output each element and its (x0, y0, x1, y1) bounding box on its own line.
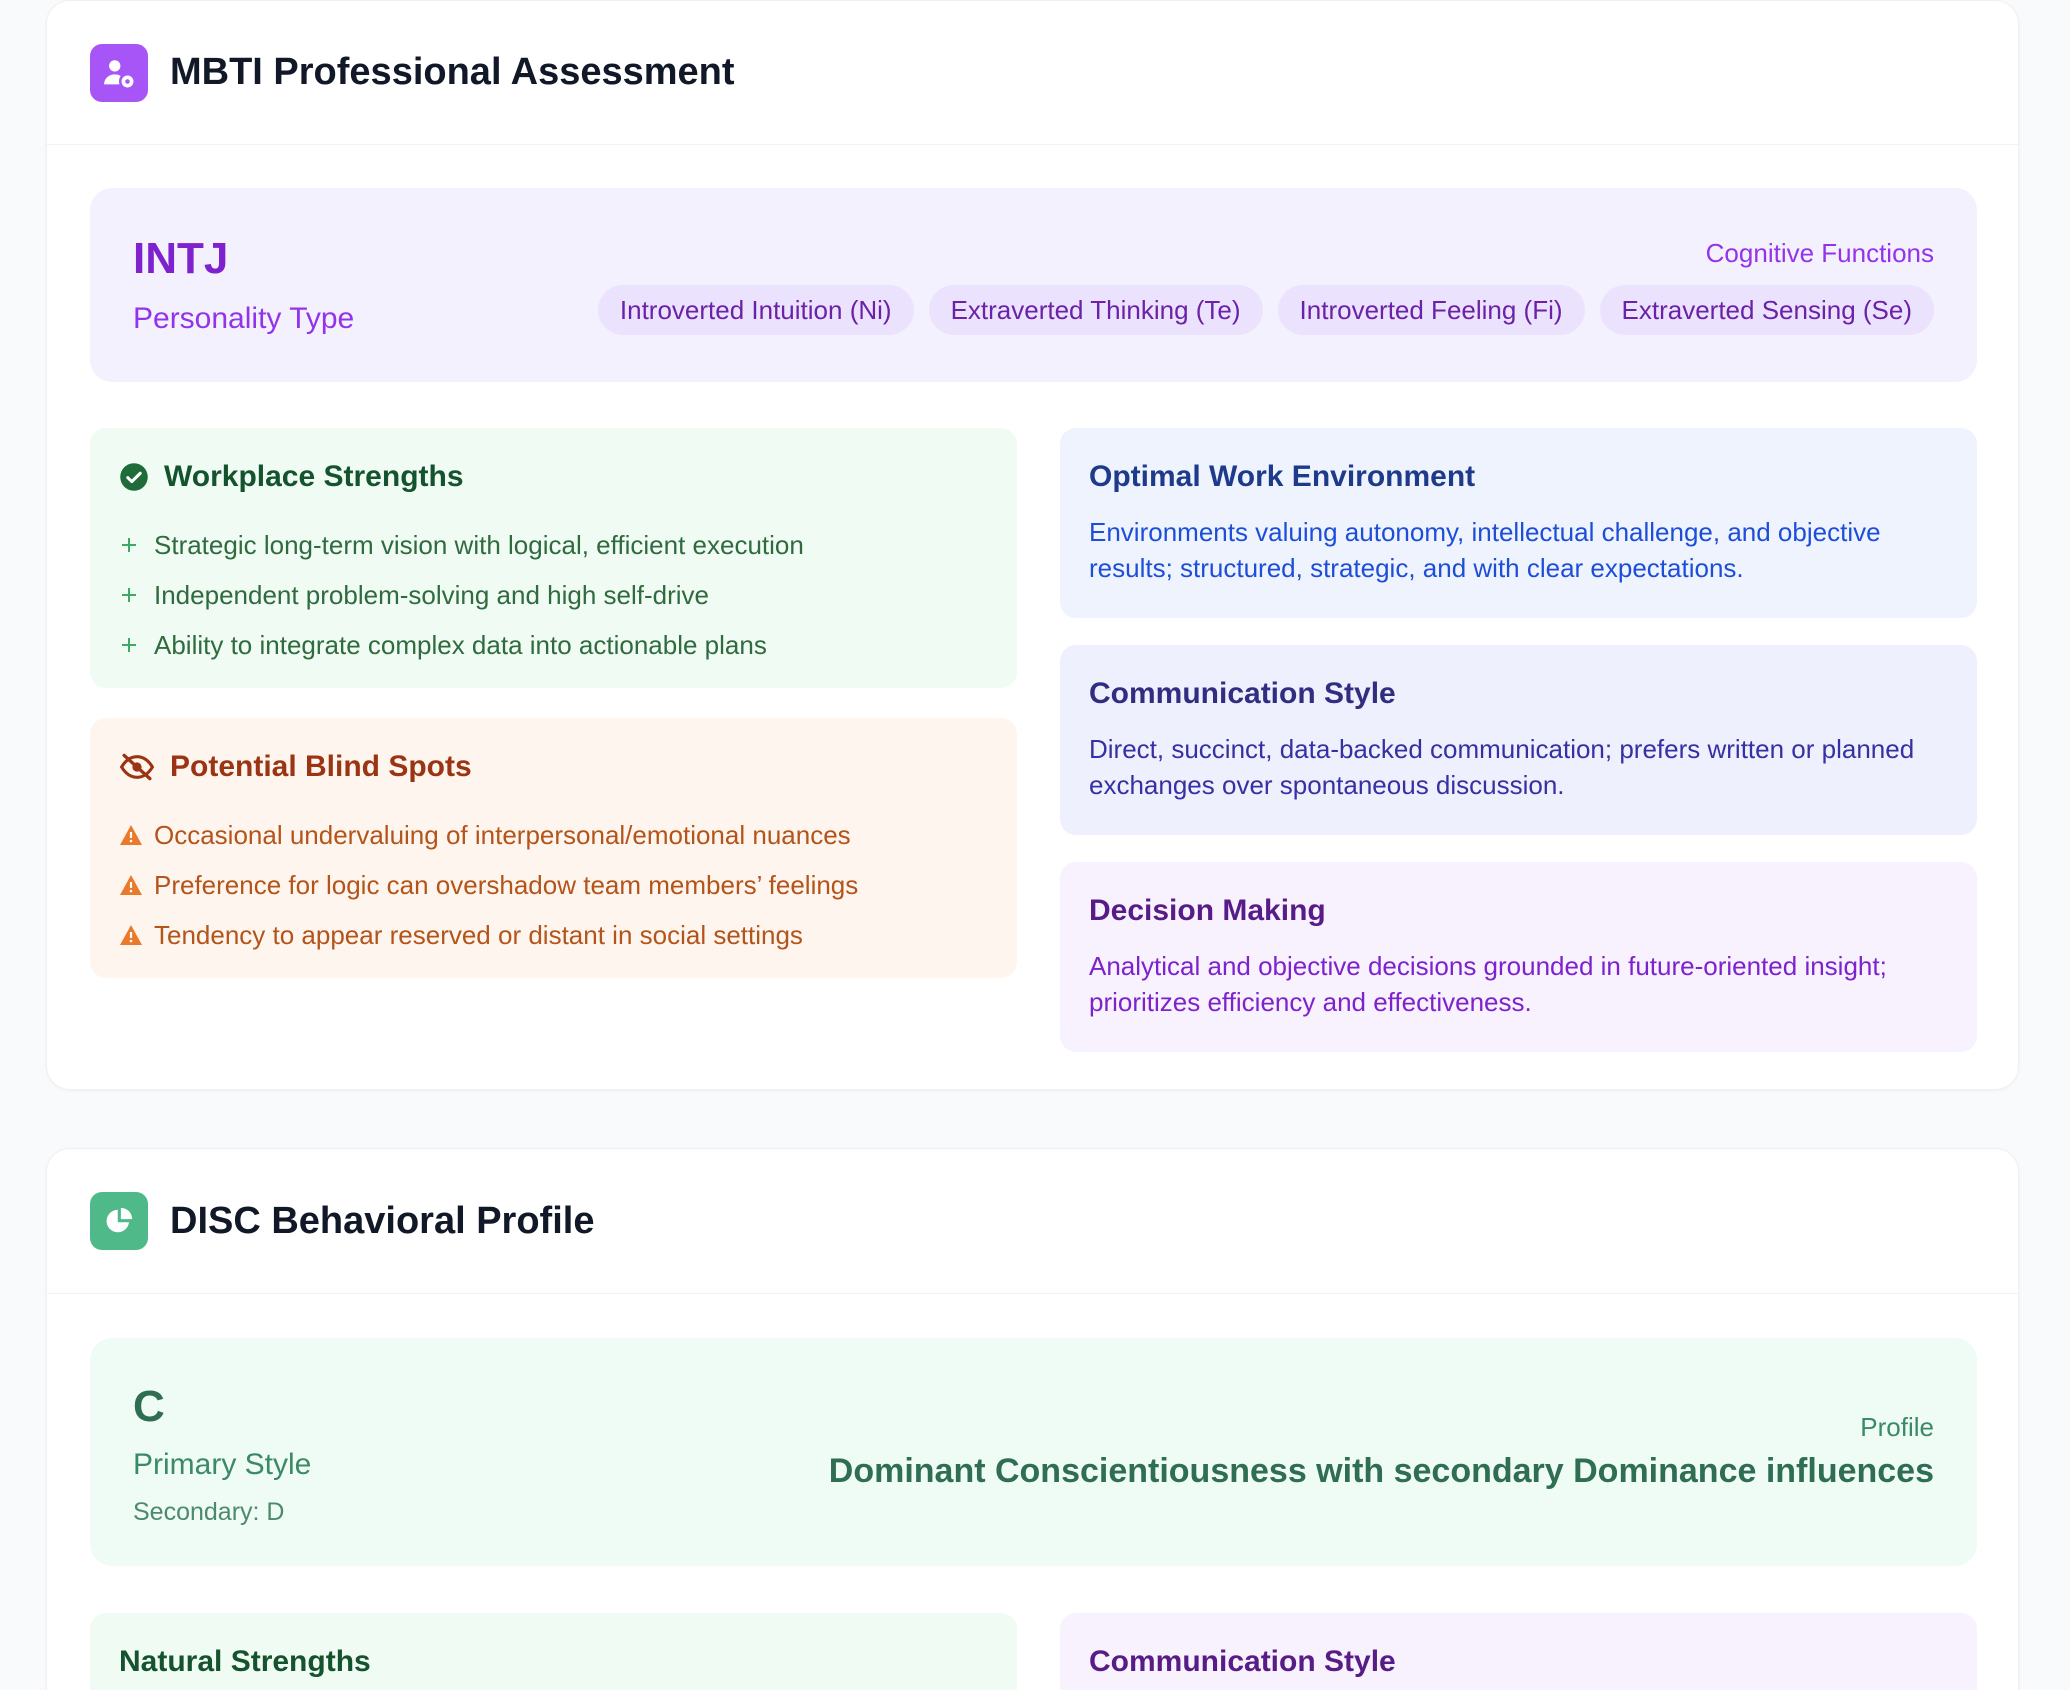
blind-spot-text: Preference for logic can overshadow team members’ feelings (154, 869, 859, 900)
mbti-header (47, 1, 2018, 145)
disc-profile-label: Profile (1860, 1412, 1934, 1442)
user-gear-icon (90, 44, 148, 102)
disc-card (46, 1148, 2019, 1690)
blind-spots-list (119, 810, 858, 960)
personality-type-hero (90, 188, 1977, 382)
cognitive-functions-label: Cognitive Functions (1705, 238, 1934, 268)
disc-profile-value: Dominant Conscientiousness with secondary Dominance influences (828, 1452, 1934, 1490)
plus-icon (119, 535, 154, 555)
disc-title: DISC Behavioral Profile (170, 1199, 595, 1242)
work-environment-title: Optimal Work Environment (1089, 460, 1476, 493)
decision-making-panel (1060, 862, 1977, 1052)
communication-style-text: Direct, succinct, data-backed communication; prefers written or planned exchanges over spontaneous discussion. (1089, 734, 1915, 800)
personality-type-label: Personality Type (133, 302, 355, 335)
communication-style-title: Communication Style (1089, 677, 1396, 710)
cognitive-function-chip: Introverted Feeling (Fi) (1278, 285, 1585, 335)
blind-spots-heading (119, 750, 472, 784)
list-item (119, 620, 804, 670)
workplace-strengths-panel (90, 428, 1017, 688)
list-item (119, 860, 858, 910)
cognitive-function-chip: Extraverted Sensing (Se) (1600, 285, 1934, 335)
workplace-strengths-heading (119, 460, 464, 494)
plus-icon (119, 635, 154, 655)
list-item (119, 810, 858, 860)
work-environment-panel (1060, 428, 1977, 618)
decision-making-title: Decision Making (1089, 894, 1326, 927)
mbti-title: MBTI Professional Assessment (170, 51, 735, 93)
cognitive-function-chip: Introverted Intuition (Ni) (598, 285, 914, 335)
decision-making-text: Analytical and objective decisions grounded in future-oriented insight; prioritizes efficiency and effectiveness. (1089, 951, 1887, 1017)
blind-spots-panel (90, 718, 1017, 978)
list-item (119, 910, 858, 960)
blind-spot-text: Tendency to appear reserved or distant in social settings (154, 919, 803, 950)
plus-icon (119, 585, 154, 605)
list-item (119, 570, 804, 620)
eye-slash-icon (119, 752, 155, 782)
communication-style-panel (1060, 645, 1977, 835)
work-environment-text: Environments valuing autonomy, intellectual challenge, and objective results; structured, strategic, and with clear expectations. (1089, 517, 1881, 583)
disc-primary-style: C (133, 1382, 165, 1431)
list-item (119, 520, 804, 570)
warning-icon (119, 824, 154, 846)
disc-communication-title: Communication Style (1089, 1645, 1396, 1678)
personality-type: INTJ (133, 234, 229, 283)
warning-icon (119, 874, 154, 896)
disc-communication-panel (1060, 1613, 1977, 1690)
workplace-strengths-title: Workplace Strengths (164, 460, 464, 493)
pie-chart-icon (90, 1192, 148, 1250)
cognitive-function-chip: Extraverted Thinking (Te) (929, 285, 1263, 335)
disc-secondary-style: Secondary: D (133, 1498, 285, 1526)
disc-style-hero (90, 1338, 1977, 1566)
disc-primary-label: Primary Style (133, 1448, 312, 1481)
natural-strengths-title: Natural Strengths (119, 1645, 371, 1678)
check-circle-icon (119, 462, 149, 492)
strength-text: Strategic long-term vision with logical, efficient execution (154, 529, 804, 560)
blind-spots-title: Potential Blind Spots (170, 750, 472, 783)
strength-text: Independent problem-solving and high self-drive (154, 579, 710, 610)
warning-icon (119, 924, 154, 946)
blind-spot-text: Occasional undervaluing of interpersonal/emotional nuances (154, 819, 851, 850)
natural-strengths-panel (90, 1613, 1017, 1690)
strength-text: Ability to integrate complex data into actionable plans (154, 629, 767, 660)
disc-header (47, 1149, 2018, 1294)
cognitive-functions-list (598, 285, 1934, 335)
mbti-card (46, 0, 2019, 1090)
strengths-list (119, 520, 804, 670)
